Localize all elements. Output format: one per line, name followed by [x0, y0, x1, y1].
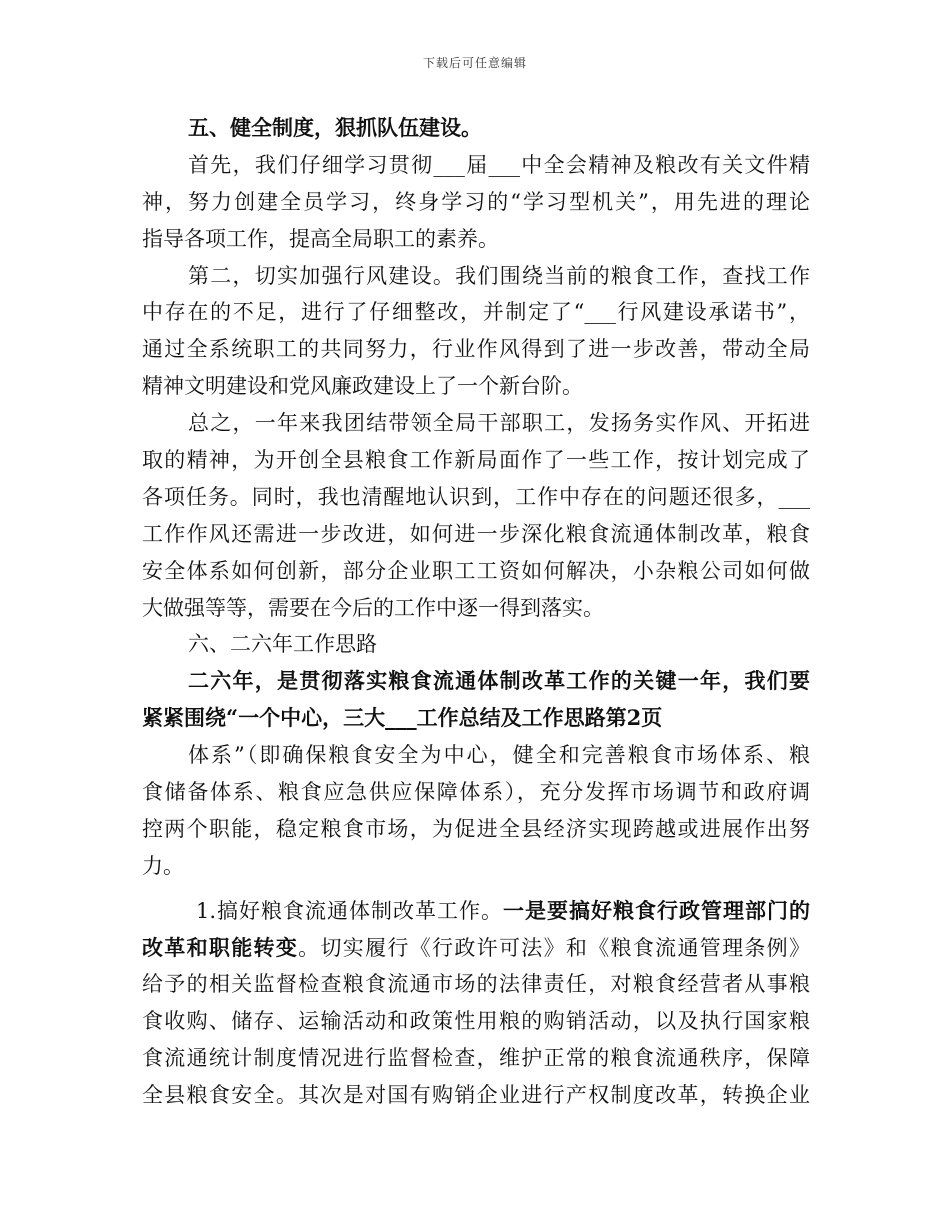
paragraph-line: 精神文明建设和党风廉政建设上了一个新台阶。	[142, 374, 583, 399]
paragraph-line: 给予的相关监督检查粮食流通市场的法律责任，对粮食经营者从事粮	[142, 972, 810, 997]
paragraph-line: 大做强等等，需要在今后的工作中逐一得到落实。	[142, 595, 604, 620]
page-header: 下载后可任意编辑	[422, 56, 527, 70]
paragraph-line: 食流通统计制度情况进行监督检查，维护正常的粮食流通秩序，保障	[142, 1046, 810, 1071]
paragraph-line: 力。	[142, 853, 184, 878]
paragraph-line: 总之，一年来我团结带领全局干部职工，发扬务实作风、开拓进	[188, 411, 810, 436]
item1-line	[142, 893, 810, 930]
item1-bold-tail: 一是要搞好粮食行政管理部门的	[503, 897, 810, 923]
item1-rest: 。切实履行《行政许可法》和《粮食流通管理条例》	[298, 935, 810, 960]
paragraph-line: 首先，我们仔细学习贯彻___届___中全会精神及粮改有关文件精	[188, 152, 810, 177]
document-body	[142, 110, 810, 1114]
paragraph-line: 通过全系统职工的共同努力，行业作风得到了进一步改善，带动全局	[142, 337, 810, 362]
paragraph-line: 神，努力创建全员学习，终身学习的“学习型机关”，用先进的理论	[142, 189, 810, 214]
item1-line	[142, 930, 810, 967]
paragraph-line: 第二，切实加强行风建设。我们围绕当前的粮食工作，查找工作	[188, 263, 810, 288]
item1-bold-head: 改革和职能转变	[142, 934, 299, 960]
bold-line: 紧紧围绕“一个中心，三大___工作总结及工作思路第2页	[142, 705, 663, 731]
paragraph-line: 指导各项工作，提高全局职工的素养。	[142, 226, 499, 251]
section6-heading: 六、二六年工作思路	[188, 632, 377, 657]
paragraph-line: 取的精神，为开创全县粮食工作新局面作了一些工作，按计划完成了	[142, 448, 810, 473]
section5-heading: 五、健全制度，狠抓队伍建设。	[188, 115, 482, 140]
paragraph-line: 中存在的不足，进行了仔细整改，并制定了“___行风建设承诺书”，	[142, 300, 810, 325]
paragraph-line: 食收购、储存、运输活动和政策性用粮的购销活动，以及执行国家粮	[142, 1009, 810, 1034]
paragraph-line: 安全体系如何创新，部分企业职工工资如何解决，小杂粮公司如何做	[142, 558, 810, 583]
paragraph-line: 食储备体系、粮食应急供应保障体系），充分发挥市场调节和政府调	[142, 780, 810, 805]
bold-line: 二六年，是贯彻落实粮食流通体制改革工作的关键一年，我们要	[188, 668, 810, 694]
paragraph-line: 各项任务。同时，我也清醒地认识到，工作中存在的问题还很多，___	[142, 484, 810, 509]
paragraph-line: 体系”（即确保粮食安全为中心，健全和完善粮食市场体系、粮	[188, 743, 810, 768]
paragraph-line: 全县粮食安全。其次是对国有购销企业进行产权制度改革，转换企业	[142, 1083, 810, 1108]
paragraph-line: 工作作风还需进一步改进，如何进一步深化粮食流通体制改革，粮食	[142, 521, 810, 546]
paragraph-line: 控两个职能，稳定粮食市场，为促进全县经济实现跨越或进展作出努	[142, 816, 810, 841]
item1-lead: 1.搞好粮食流通体制改革工作。	[196, 898, 504, 923]
